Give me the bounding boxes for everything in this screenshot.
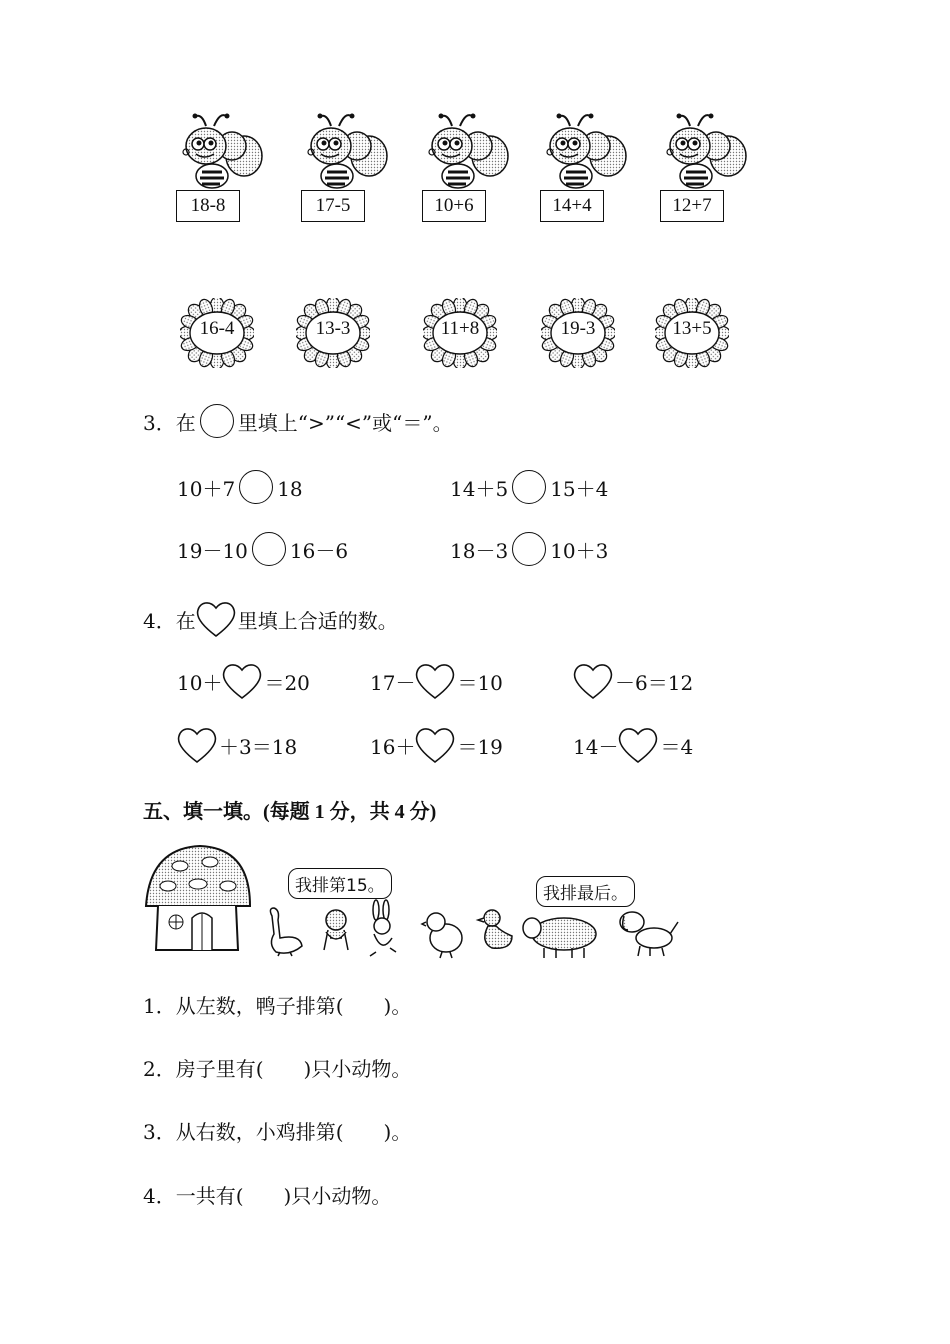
flower-expression: 11+8 — [440, 318, 480, 339]
bee-icon — [660, 112, 752, 192]
chick-icon — [422, 913, 462, 958]
q4-item: －6＝12 — [573, 662, 693, 700]
q3-heading — [143, 404, 453, 438]
compare-blank[interactable] — [512, 470, 546, 504]
q3-item: 10＋7 18 — [177, 470, 303, 504]
dog-icon — [620, 912, 678, 956]
bee-card — [301, 112, 393, 222]
heart-blank[interactable] — [222, 662, 264, 700]
rabbit-icon — [370, 900, 396, 956]
section5-title: 五、填一填。(每题 1 分，共 4 分) — [143, 801, 437, 823]
flower-expression: 13-3 — [315, 318, 351, 339]
tiger-icon — [324, 910, 348, 950]
circle-icon — [200, 404, 234, 438]
heart-icon — [196, 600, 238, 638]
bee-expression: 10+6 — [422, 190, 486, 222]
bee-expression: 14+4 — [540, 190, 604, 222]
bee-icon — [422, 112, 514, 192]
bee-icon — [176, 112, 268, 192]
heart-blank[interactable] — [573, 662, 615, 700]
heart-blank[interactable] — [177, 726, 219, 764]
flower-expression: 13+5 — [672, 318, 712, 339]
flower-card — [541, 298, 615, 368]
compare-blank[interactable] — [252, 532, 286, 566]
s5-question: 4．一共有( )只小动物。 — [143, 1184, 392, 1208]
flower-expression: 19-3 — [560, 318, 596, 339]
q4-item: 17－ ＝10 — [370, 662, 503, 700]
flower-card — [423, 298, 497, 368]
duck-icon — [478, 910, 512, 948]
q4-item: 14－ ＝4 — [573, 726, 693, 764]
mushroom-house-icon — [146, 846, 250, 950]
q3-suffix: 里填上“>”“<”或“＝”。 — [237, 411, 453, 435]
heart-blank[interactable] — [618, 726, 660, 764]
goose-icon — [270, 908, 302, 956]
q3-prefix: 3．在 — [143, 411, 196, 435]
flower-card — [180, 298, 254, 368]
bee-icon — [301, 112, 393, 192]
bee-card — [422, 112, 514, 222]
heart-blank[interactable] — [415, 726, 457, 764]
flower-expression: 16-4 — [199, 318, 235, 339]
q3-item: 14＋5 15＋4 — [450, 470, 608, 504]
bee-card — [540, 112, 632, 222]
sheep-icon — [523, 918, 596, 958]
q4-heading: 4．在 里填上合适的数。 — [143, 600, 398, 638]
flower-card — [655, 298, 729, 368]
bee-card — [660, 112, 752, 222]
heart-blank[interactable] — [415, 662, 457, 700]
flower-card — [296, 298, 370, 368]
s5-question: 3．从右数，小鸡排第( )。 — [143, 1120, 412, 1144]
q3-item: 18－3 10＋3 — [450, 532, 608, 566]
bee-expression: 17-5 — [301, 190, 365, 222]
speech-bubble-dog: 我排最后。 — [536, 876, 635, 907]
s5-question: 2．房子里有( )只小动物。 — [143, 1057, 412, 1081]
speech-bubble-tiger: 我排第15。 — [288, 868, 392, 899]
bee-expression: 18-8 — [176, 190, 240, 222]
bee-expression: 12+7 — [660, 190, 724, 222]
bee-card — [176, 112, 268, 222]
s5-question: 1．从左数，鸭子排第( )。 — [143, 994, 412, 1018]
compare-blank[interactable] — [239, 470, 273, 504]
q4-item: ＋3＝18 — [177, 726, 297, 764]
q4-item: 10＋ ＝20 — [177, 662, 310, 700]
q4-item: 16＋ ＝19 — [370, 726, 503, 764]
q3-item: 19－10 16－6 — [177, 532, 348, 566]
bee-icon — [540, 112, 632, 192]
compare-blank[interactable] — [512, 532, 546, 566]
